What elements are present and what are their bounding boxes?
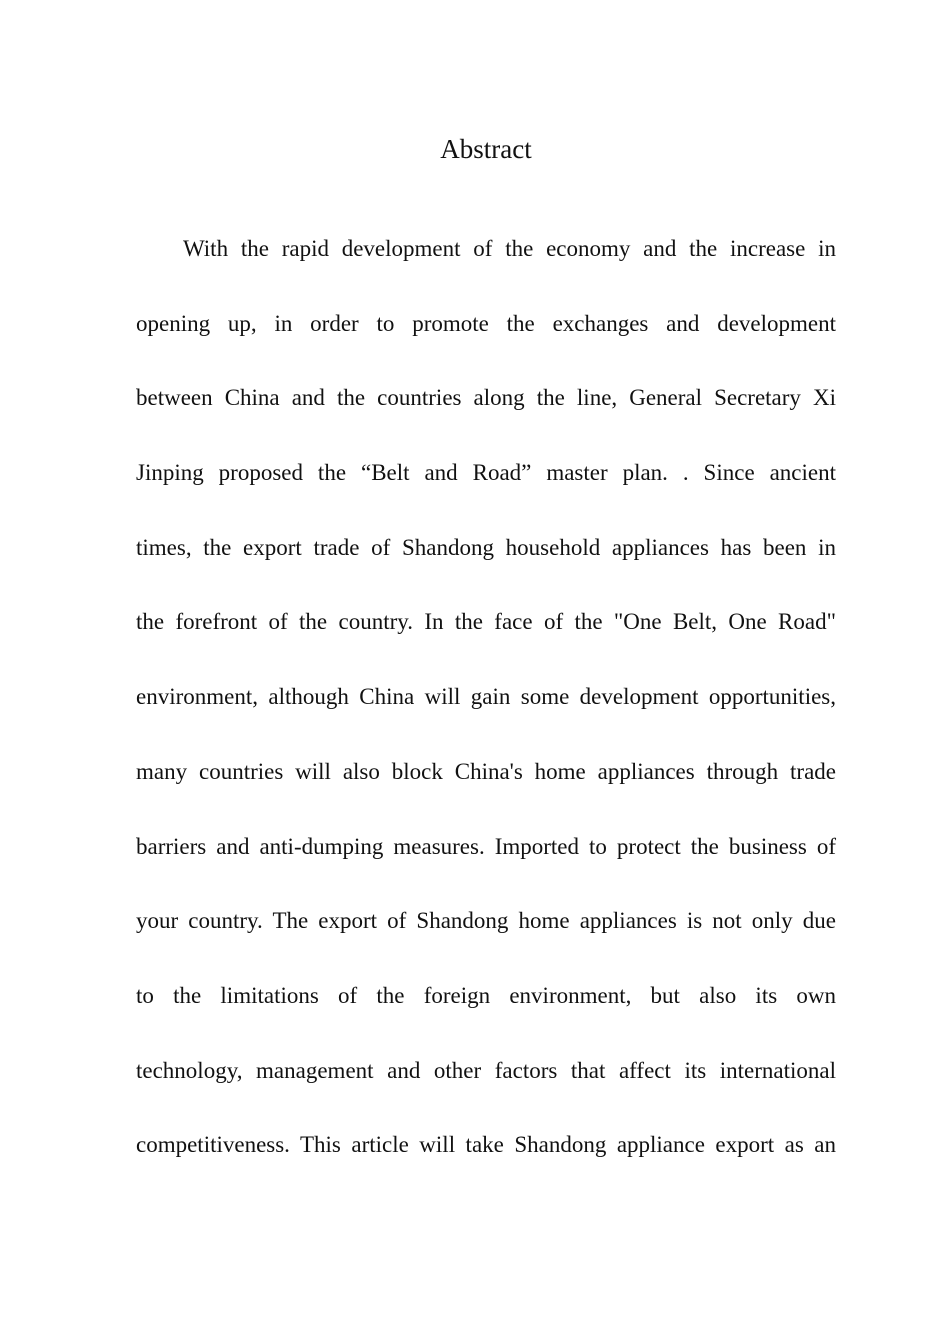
- abstract-line: competitiveness. This article will take Shandong appliance export as an: [136, 1132, 836, 1158]
- abstract-line: opening up, in order to promote the exchanges and development: [136, 310, 836, 336]
- abstract-line: the forefront of the country. In the face of the "One Belt, One Road": [136, 609, 836, 635]
- abstract-line: to the limitations of the foreign environment, but also its own: [136, 982, 836, 1008]
- abstract-line: between China and the countries along the line, General Secretary Xi: [136, 385, 836, 411]
- abstract-line: technology, management and other factors that affect its international: [136, 1057, 836, 1083]
- abstract-line: barriers and anti-dumping measures. Imported to protect the business of: [136, 833, 836, 859]
- abstract-title: Abstract: [440, 134, 532, 164]
- abstract-line: Jinping proposed the “Belt and Road” master plan. . Since ancient: [136, 460, 836, 486]
- abstract-body: [136, 212, 836, 1183]
- abstract-line: many countries will also block China's home appliances through trade: [136, 758, 836, 784]
- abstract-line: times, the export trade of Shandong household appliances has been in: [136, 534, 836, 560]
- abstract-line: environment, although China will gain some development opportunities,: [136, 684, 836, 710]
- abstract-line: your country. The export of Shandong home appliances is not only due: [136, 908, 836, 934]
- abstract-line: With the rapid development of the economy and the increase in: [183, 236, 836, 261]
